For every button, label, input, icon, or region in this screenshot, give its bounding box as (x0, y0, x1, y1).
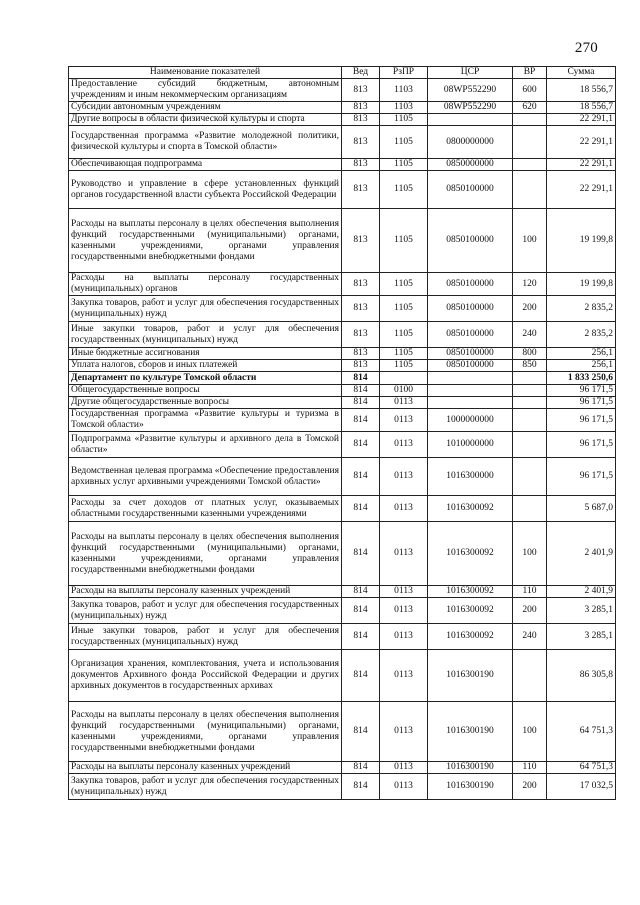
row-vr-cell: 240 (513, 624, 547, 650)
row-csr-cell: 1010000000 (428, 432, 513, 458)
row-rzpr-cell: 1105 (380, 360, 428, 372)
table-row (69, 385, 616, 397)
row-name-cell: Организация хранения, комплектования, учета и использования документов Архивного фонда Российской Федерации и других архивных документов в государственных архивах (69, 650, 342, 702)
row-csr-cell: 1016300092 (428, 598, 513, 624)
row-vr-cell: 100 (513, 209, 547, 273)
row-csr-cell: 0850100000 (428, 348, 513, 360)
row-vr-cell: 110 (513, 762, 547, 774)
row-ved-cell: 814 (342, 397, 380, 409)
row-name-cell: Расходы за счет доходов от платных услуг, оказываемых областными государственными казенными учреждениями (69, 496, 342, 522)
row-ved-cell: 813 (342, 360, 380, 372)
row-name-cell: Расходы на выплаты персоналу в целях обеспечения выполнения функций государственными (муниципальными) органами, казенными учреждениями, органами управления государственными внебюджетными фондами (69, 209, 342, 273)
table-row (69, 624, 616, 650)
row-vr-cell (513, 409, 547, 432)
row-ved-cell: 814 (342, 624, 380, 650)
row-rzpr-cell: 0113 (380, 586, 428, 598)
row-sum-cell: 18 556,7 (547, 79, 616, 102)
row-csr-cell: 1016300190 (428, 702, 513, 762)
row-name-cell: Иные закупки товаров, работ и услуг для обеспечения государственных (муниципальных) нужд (69, 624, 342, 650)
row-sum-cell: 86 305,8 (547, 650, 616, 702)
row-vr-cell (513, 126, 547, 159)
row-name-cell: Государственная программа «Развитие молодежной политики, физической культуры и спорта в Томской области» (69, 126, 342, 159)
row-name-cell: Закупка товаров, работ и услуг для обеспечения государственных (муниципальных) нужд (69, 598, 342, 624)
row-ved-cell: 813 (342, 322, 380, 348)
table-row (69, 762, 616, 774)
row-sum-cell: 2 401,9 (547, 522, 616, 586)
row-sum-cell: 64 751,3 (547, 762, 616, 774)
row-rzpr-cell: 1105 (380, 171, 428, 209)
row-ved-cell: 813 (342, 126, 380, 159)
row-csr-cell: 1016300092 (428, 496, 513, 522)
row-vr-cell (513, 458, 547, 496)
budget-table-container (68, 66, 615, 800)
table-row (69, 296, 616, 322)
row-sum-cell: 18 556,7 (547, 102, 616, 114)
row-sum-cell: 2 835,2 (547, 296, 616, 322)
row-csr-cell (428, 372, 513, 385)
row-vr-cell: 100 (513, 522, 547, 586)
row-name-cell: Предоставление субсидий бюджетным, автономным учреждениям и иным некоммерческим организациям (69, 79, 342, 102)
row-ved-cell: 814 (342, 702, 380, 762)
table-row (69, 432, 616, 458)
row-vr-cell: 850 (513, 360, 547, 372)
row-csr-cell: 1016300092 (428, 624, 513, 650)
row-ved-cell: 814 (342, 586, 380, 598)
row-vr-cell: 100 (513, 702, 547, 762)
row-name-cell: Расходы на выплаты персоналу в целях обеспечения выполнения функций государственными (муниципальными) органами, казенными учреждениями, органами управления государственными внебюджетными фондами (69, 702, 342, 762)
row-rzpr-cell: 1105 (380, 159, 428, 171)
row-name-cell: Расходы на выплаты персоналу казенных учреждений (69, 586, 342, 598)
row-ved-cell: 814 (342, 458, 380, 496)
row-ved-cell: 814 (342, 762, 380, 774)
row-name-cell: Общегосударственные вопросы (69, 385, 342, 397)
table-row (69, 126, 616, 159)
row-sum-cell: 17 032,5 (547, 774, 616, 800)
page-number: 270 (574, 40, 598, 56)
header-name: Наименование показателей (69, 67, 342, 79)
row-csr-cell: 0800000000 (428, 126, 513, 159)
row-name-cell: Уплата налогов, сборов и иных платежей (69, 360, 342, 372)
row-sum-cell: 19 199,8 (547, 209, 616, 273)
row-vr-cell (513, 159, 547, 171)
row-sum-cell: 96 171,5 (547, 409, 616, 432)
row-csr-cell: 08WP552290 (428, 79, 513, 102)
row-rzpr-cell: 1105 (380, 209, 428, 273)
table-row (69, 458, 616, 496)
row-rzpr-cell: 1105 (380, 114, 428, 126)
header-csr: ЦСР (428, 67, 513, 79)
row-ved-cell: 814 (342, 496, 380, 522)
table-row (69, 496, 616, 522)
row-sum-cell: 2 835,2 (547, 322, 616, 348)
row-name-cell: Другие вопросы в области физической культуры и спорта (69, 114, 342, 126)
row-vr-cell: 200 (513, 296, 547, 322)
row-rzpr-cell: 1105 (380, 126, 428, 159)
row-ved-cell: 814 (342, 598, 380, 624)
row-sum-cell: 22 291,1 (547, 159, 616, 171)
row-rzpr-cell: 0113 (380, 397, 428, 409)
table-row (69, 79, 616, 102)
row-csr-cell: 1016300190 (428, 774, 513, 800)
table-row (69, 774, 616, 800)
table-body (69, 79, 616, 800)
row-sum-cell: 64 751,3 (547, 702, 616, 762)
row-rzpr-cell: 0100 (380, 385, 428, 397)
row-ved-cell: 813 (342, 348, 380, 360)
row-sum-cell: 5 687,0 (547, 496, 616, 522)
table-row (69, 522, 616, 586)
row-sum-cell: 256,1 (547, 360, 616, 372)
table-row (69, 372, 616, 385)
table-row (69, 598, 616, 624)
row-name-cell: Расходы на выплаты персоналу государственных (муниципальных) органов (69, 273, 342, 296)
row-name-cell: Департамент по культуре Томской области (69, 372, 342, 385)
row-csr-cell: 0850100000 (428, 273, 513, 296)
row-csr-cell: 1016300190 (428, 650, 513, 702)
row-name-cell: Подпрограмма «Развитие культуры и архивного дела в Томской области» (69, 432, 342, 458)
table-row (69, 102, 616, 114)
row-vr-cell: 240 (513, 322, 547, 348)
header-vr: ВР (513, 67, 547, 79)
row-rzpr-cell: 1103 (380, 102, 428, 114)
row-ved-cell: 813 (342, 102, 380, 114)
table-row (69, 702, 616, 762)
row-csr-cell: 1016300000 (428, 458, 513, 496)
row-csr-cell: 0850100000 (428, 209, 513, 273)
row-vr-cell (513, 372, 547, 385)
table-row (69, 171, 616, 209)
row-name-cell: Другие общегосударственные вопросы (69, 397, 342, 409)
row-vr-cell: 120 (513, 273, 547, 296)
row-rzpr-cell: 1105 (380, 296, 428, 322)
row-sum-cell: 96 171,5 (547, 458, 616, 496)
row-name-cell: Расходы на выплаты персоналу в целях обеспечения выполнения функций государственными (муниципальными) органами, казенными учреждениями, органами управления государственными внебюджетными фондами (69, 522, 342, 586)
row-csr-cell: 1016300190 (428, 762, 513, 774)
row-rzpr-cell: 1105 (380, 348, 428, 360)
row-rzpr-cell: 0113 (380, 702, 428, 762)
row-sum-cell: 96 171,5 (547, 432, 616, 458)
row-sum-cell: 256,1 (547, 348, 616, 360)
row-csr-cell: 1016300092 (428, 522, 513, 586)
row-vr-cell (513, 650, 547, 702)
row-name-cell: Субсидии автономным учреждениям (69, 102, 342, 114)
row-ved-cell: 814 (342, 522, 380, 586)
row-csr-cell: 08WP552290 (428, 102, 513, 114)
row-name-cell: Расходы на выплаты персоналу казенных учреждений (69, 762, 342, 774)
table-row (69, 397, 616, 409)
table-row (69, 159, 616, 171)
row-sum-cell: 3 285,1 (547, 598, 616, 624)
table-header-row (69, 67, 616, 79)
table-row (69, 650, 616, 702)
row-sum-cell: 96 171,5 (547, 385, 616, 397)
row-vr-cell: 200 (513, 774, 547, 800)
row-name-cell: Обеспечивающая подпрограмма (69, 159, 342, 171)
row-vr-cell: 200 (513, 598, 547, 624)
row-sum-cell: 3 285,1 (547, 624, 616, 650)
row-rzpr-cell (380, 372, 428, 385)
row-sum-cell: 22 291,1 (547, 126, 616, 159)
table-row (69, 322, 616, 348)
row-rzpr-cell: 0113 (380, 522, 428, 586)
row-ved-cell: 814 (342, 774, 380, 800)
row-vr-cell (513, 397, 547, 409)
row-vr-cell: 110 (513, 586, 547, 598)
table-row (69, 209, 616, 273)
row-csr-cell: 0850100000 (428, 171, 513, 209)
table-row (69, 360, 616, 372)
row-name-cell: Ведомственная целевая программа «Обеспечение предоставления архивных услуг архивными учреждениями Томской области» (69, 458, 342, 496)
row-ved-cell: 813 (342, 296, 380, 322)
row-sum-cell: 2 401,9 (547, 586, 616, 598)
row-csr-cell: 1016300092 (428, 586, 513, 598)
row-ved-cell: 814 (342, 409, 380, 432)
row-csr-cell: 1000000000 (428, 409, 513, 432)
row-rzpr-cell: 1103 (380, 79, 428, 102)
row-vr-cell (513, 114, 547, 126)
row-name-cell: Закупка товаров, работ и услуг для обеспечения государственных (муниципальных) нужд (69, 774, 342, 800)
row-ved-cell: 814 (342, 372, 380, 385)
row-ved-cell: 814 (342, 432, 380, 458)
table-row (69, 273, 616, 296)
row-csr-cell: 0850100000 (428, 322, 513, 348)
row-ved-cell: 814 (342, 385, 380, 397)
row-ved-cell: 813 (342, 273, 380, 296)
row-rzpr-cell: 0113 (380, 598, 428, 624)
row-sum-cell: 22 291,1 (547, 171, 616, 209)
row-name-cell: Иные бюджетные ассигнования (69, 348, 342, 360)
row-csr-cell (428, 114, 513, 126)
row-rzpr-cell: 0113 (380, 458, 428, 496)
row-rzpr-cell: 0113 (380, 432, 428, 458)
row-vr-cell: 620 (513, 102, 547, 114)
row-vr-cell (513, 385, 547, 397)
row-rzpr-cell: 0113 (380, 624, 428, 650)
table-row (69, 586, 616, 598)
row-sum-cell: 96 171,5 (547, 397, 616, 409)
row-rzpr-cell: 0113 (380, 774, 428, 800)
row-ved-cell: 813 (342, 79, 380, 102)
row-vr-cell (513, 496, 547, 522)
row-vr-cell (513, 432, 547, 458)
row-csr-cell: 0850000000 (428, 159, 513, 171)
row-name-cell: Руководство и управление в сфере установленных функций органов государственной власти субъекта Российской Федерации (69, 171, 342, 209)
row-ved-cell: 814 (342, 650, 380, 702)
row-rzpr-cell: 0113 (380, 650, 428, 702)
row-sum-cell: 22 291,1 (547, 114, 616, 126)
budget-table (68, 66, 616, 800)
table-row (69, 348, 616, 360)
row-rzpr-cell: 1105 (380, 322, 428, 348)
table-row (69, 409, 616, 432)
row-csr-cell (428, 397, 513, 409)
row-csr-cell (428, 385, 513, 397)
row-name-cell: Иные закупки товаров, работ и услуг для обеспечения государственных (муниципальных) нужд (69, 322, 342, 348)
header-rzpr: РзПР (380, 67, 428, 79)
row-vr-cell: 800 (513, 348, 547, 360)
row-csr-cell: 0850100000 (428, 360, 513, 372)
row-ved-cell: 813 (342, 171, 380, 209)
row-name-cell: Государственная программа «Развитие культуры и туризма в Томской области» (69, 409, 342, 432)
row-csr-cell: 0850100000 (428, 296, 513, 322)
row-rzpr-cell: 0113 (380, 496, 428, 522)
header-ved: Вед (342, 67, 380, 79)
row-sum-cell: 1 833 250,6 (547, 372, 616, 385)
row-rzpr-cell: 0113 (380, 762, 428, 774)
row-rzpr-cell: 0113 (380, 409, 428, 432)
row-ved-cell: 813 (342, 159, 380, 171)
row-rzpr-cell: 1105 (380, 273, 428, 296)
row-ved-cell: 813 (342, 209, 380, 273)
row-sum-cell: 19 199,8 (547, 273, 616, 296)
row-name-cell: Закупка товаров, работ и услуг для обеспечения государственных (муниципальных) нужд (69, 296, 342, 322)
table-row (69, 114, 616, 126)
row-vr-cell: 600 (513, 79, 547, 102)
row-ved-cell: 813 (342, 114, 380, 126)
header-sum: Сумма (547, 67, 616, 79)
row-vr-cell (513, 171, 547, 209)
